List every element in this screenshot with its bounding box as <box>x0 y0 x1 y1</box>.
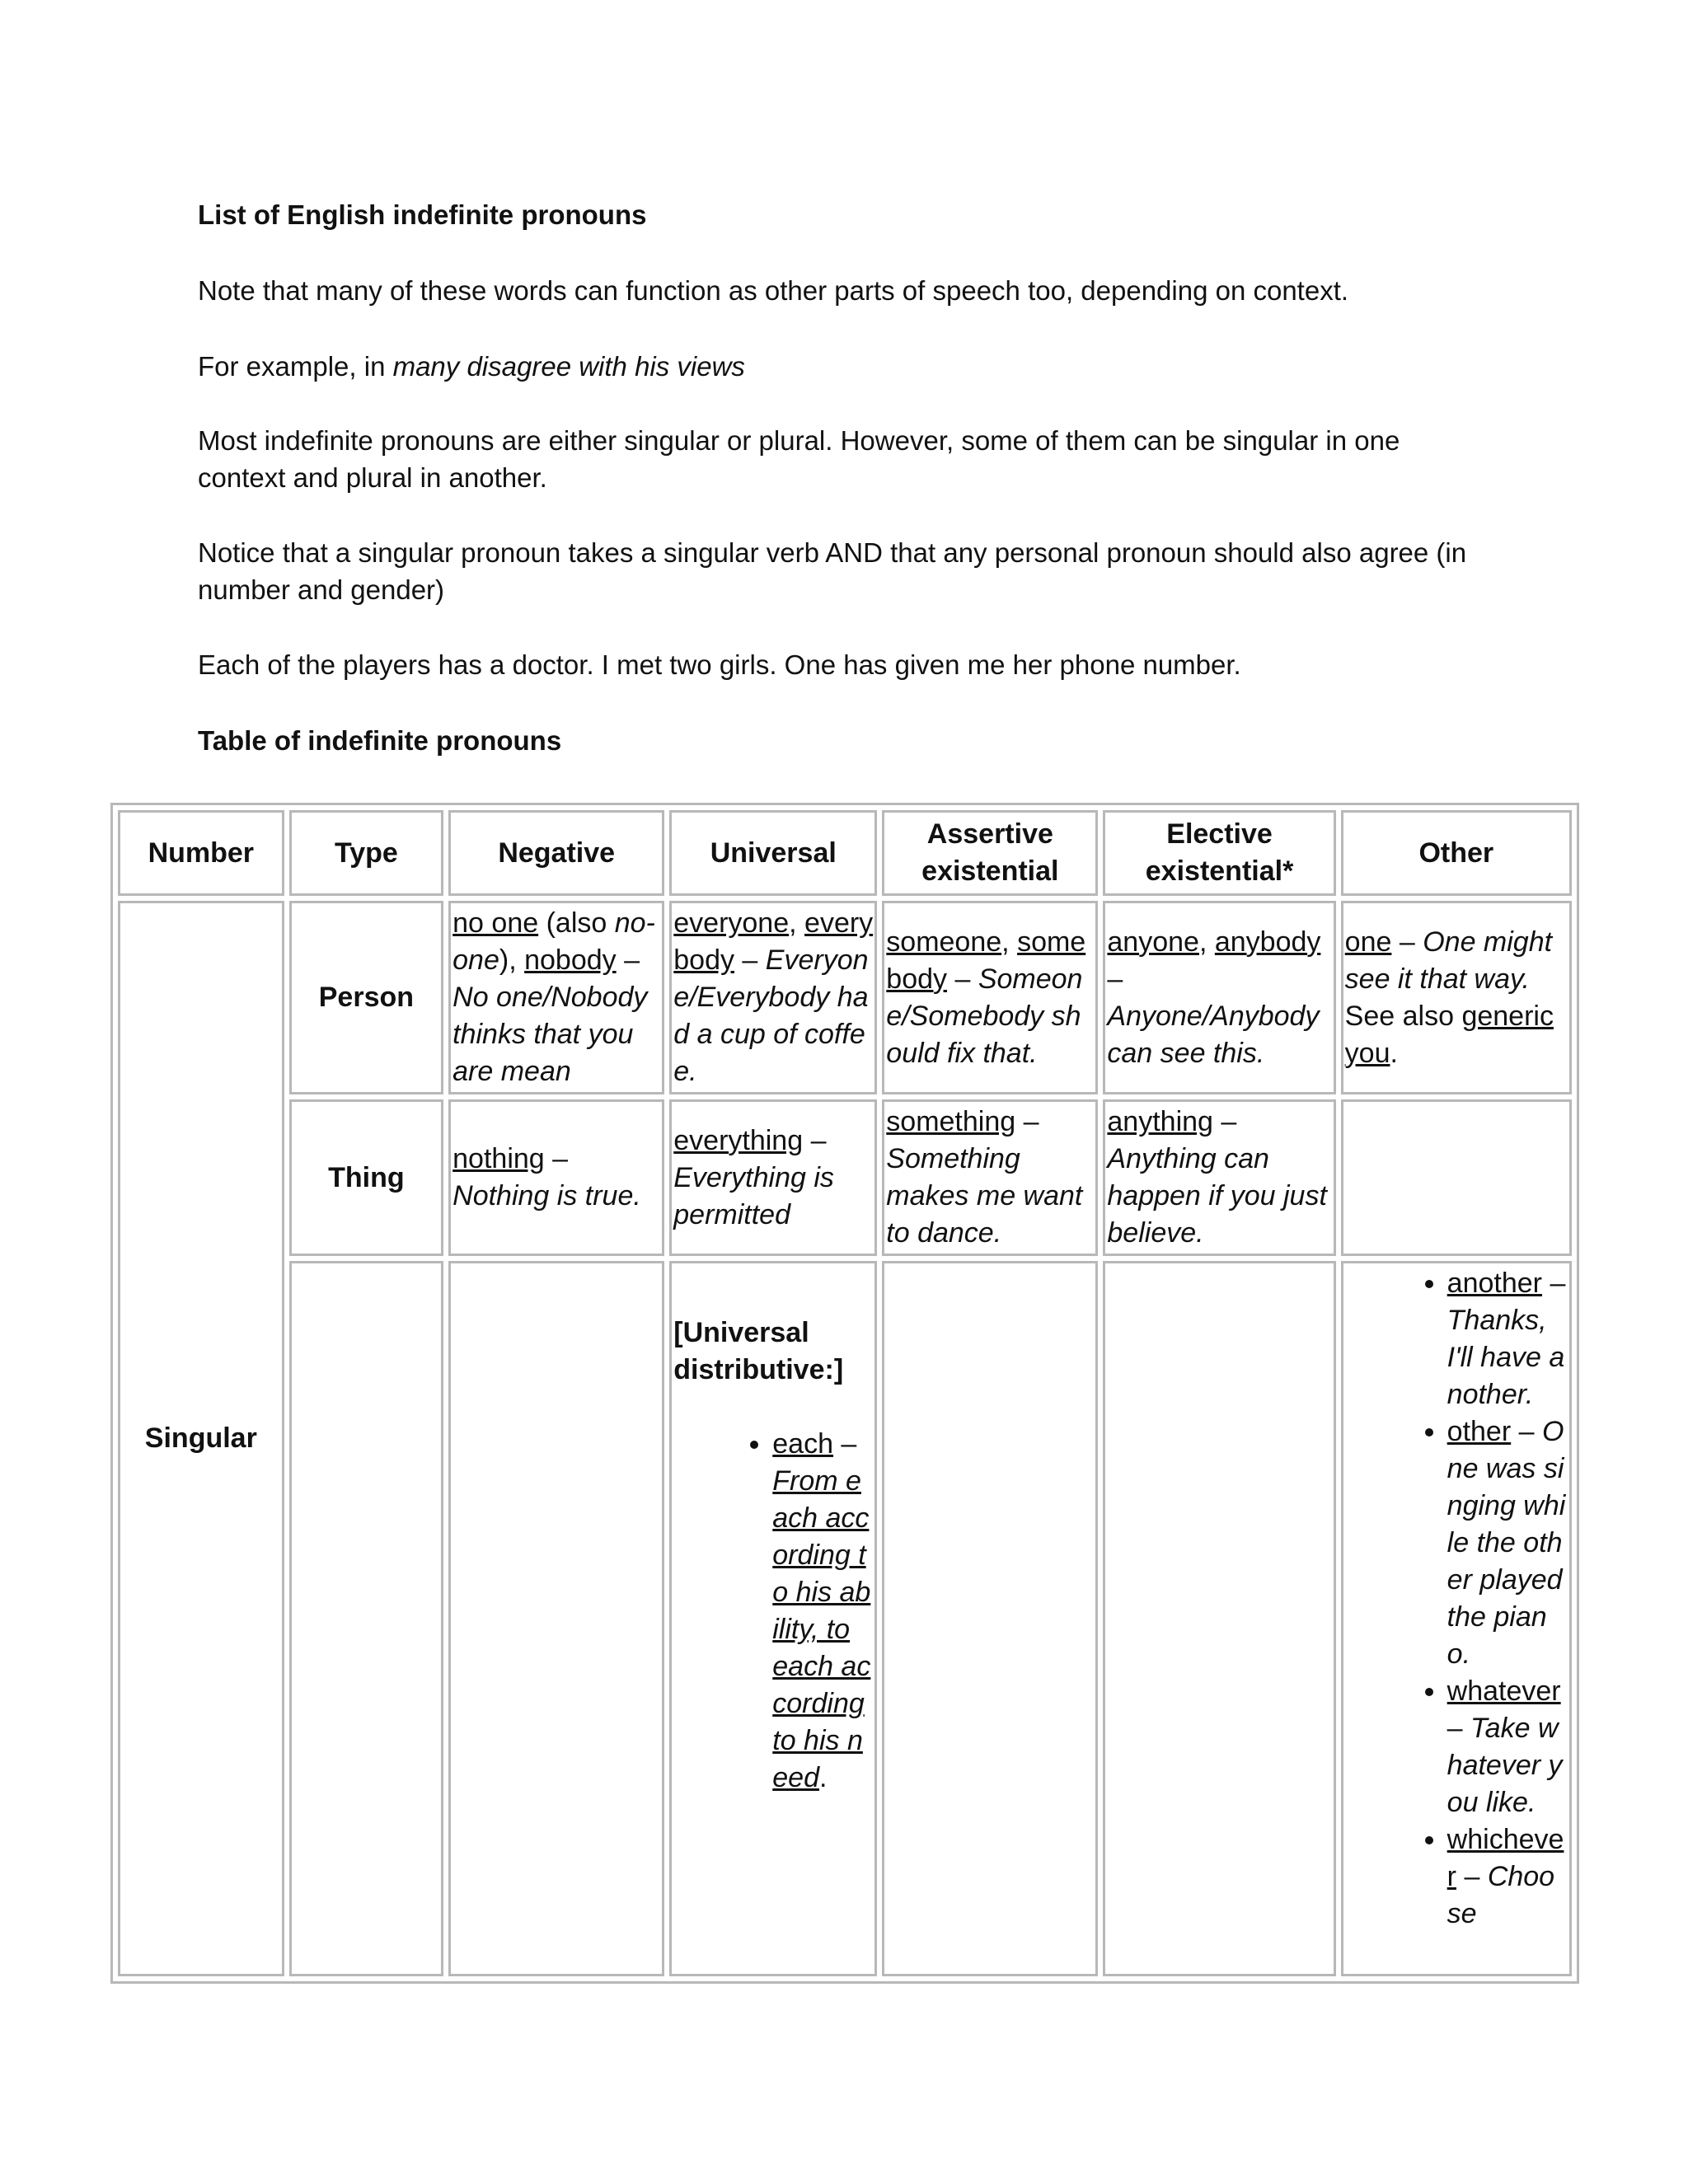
link-anybody[interactable]: anybody <box>1214 926 1321 958</box>
link-everybody[interactable]: everybody <box>673 907 874 976</box>
link-something[interactable]: something <box>886 1106 1016 1137</box>
header-number: Number <box>118 810 284 896</box>
text: – <box>1391 926 1423 958</box>
example-text: Choose <box>1447 1861 1555 1929</box>
text: – <box>1212 1106 1237 1137</box>
cell-thing-universal <box>669 1099 877 1256</box>
cell-thing-elective <box>1103 1099 1335 1256</box>
example-text: Anything can happen if you just believe. <box>1107 1143 1327 1249</box>
header-row <box>118 810 1572 896</box>
cell-number-singular: Singular <box>118 901 284 1976</box>
text: – <box>1511 1416 1542 1447</box>
cell-person-other <box>1341 901 1572 1094</box>
header-universal: Universal <box>669 810 877 896</box>
link-nothing[interactable]: nothing <box>452 1143 545 1174</box>
example-text: Thanks, I'll have another. <box>1447 1305 1565 1410</box>
example-text: Take whatever you like. <box>1447 1713 1563 1818</box>
link-another[interactable]: another <box>1447 1268 1542 1299</box>
document-title: List of English indefinite pronouns <box>198 199 647 230</box>
link-anything[interactable]: anything <box>1107 1106 1213 1137</box>
example-text: Everything is permitted <box>673 1161 834 1230</box>
example-text: Nothing is true. <box>452 1180 641 1212</box>
text: , <box>1001 926 1018 958</box>
cell-type-thing: Thing <box>289 1099 444 1256</box>
link-nobody[interactable]: nobody <box>524 944 617 976</box>
paragraph-number: Most indefinite pronouns are either singular or plural. However, some of them can be singular in one context and plural in another. <box>198 425 1400 493</box>
link-each[interactable]: each <box>772 1428 833 1460</box>
text: – <box>734 944 766 976</box>
header-assertive: Assertive existential <box>882 810 1098 896</box>
list-item <box>772 1426 873 1797</box>
text: ), <box>499 944 525 976</box>
list-item <box>1447 1673 1568 1821</box>
link-generic-you[interactable]: generic you <box>1344 1000 1554 1069</box>
example-text: Anyone/Anybody can see this. <box>1107 1000 1320 1069</box>
paragraph-note: Note that many of these words can function as other parts of speech too, depending on context. <box>198 275 1349 306</box>
list-item <box>1447 1265 1568 1413</box>
link-anyone[interactable]: anyone <box>1107 926 1199 958</box>
link-someone[interactable]: someone <box>886 926 1002 958</box>
cell-person-assertive <box>882 901 1098 1094</box>
cell-type-person: Person <box>289 901 444 1094</box>
other-list <box>1345 1265 1568 1933</box>
cell-thing-assertive <box>882 1099 1098 1256</box>
list-item <box>1447 1413 1568 1673</box>
example-italic: many disagree with his views <box>392 351 745 382</box>
link-whatever[interactable]: whatever <box>1447 1675 1561 1707</box>
link-no-one[interactable]: no one <box>452 907 539 939</box>
link-whichever[interactable]: whichever <box>1447 1824 1564 1892</box>
example-link-text[interactable]: From each according to his ability, to each according to his need <box>772 1465 871 1793</box>
text: – <box>832 1428 857 1460</box>
cell-other-list <box>1341 1261 1572 1976</box>
text: (also <box>538 907 615 939</box>
cell-person-elective <box>1103 901 1335 1094</box>
header-other: Other <box>1341 810 1572 896</box>
table-row-person <box>118 901 1572 1094</box>
text: – <box>544 1143 569 1174</box>
link-everything[interactable]: everything <box>673 1124 804 1156</box>
example-text: Someone/Somebody should fix that. <box>886 963 1083 1069</box>
cell-empty-assertive <box>882 1261 1098 1976</box>
text: – <box>1015 1106 1039 1137</box>
example-text: One was singing while the other played the piano. <box>1447 1416 1566 1670</box>
paragraph-agreement: Notice that a singular pronoun takes a singular verb AND that any personal pronoun should also agree (in number and gender) <box>198 537 1467 605</box>
pronoun-table <box>110 803 1579 1984</box>
cell-empty-type <box>289 1261 444 1976</box>
cell-empty-negative <box>448 1261 664 1976</box>
link-one[interactable]: one <box>1344 926 1392 958</box>
list-item <box>1447 1821 1568 1933</box>
distributive-heading: [Universal distributive:] <box>673 1317 844 1385</box>
link-everyone[interactable]: everyone <box>673 907 790 939</box>
text: – <box>803 1124 827 1156</box>
header-negative: Negative <box>448 810 664 896</box>
text-italic: no-one <box>452 907 655 976</box>
text: – <box>1107 963 1123 995</box>
example-text: Something makes me want to dance. <box>886 1143 1083 1249</box>
paragraph-sample: Each of the players has a doctor. I met two girls. One has given me her phone number. <box>198 649 1241 680</box>
text: , <box>1198 926 1215 958</box>
cell-person-universal <box>669 901 877 1094</box>
cell-thing-negative <box>448 1099 664 1256</box>
table-title: Table of indefinite pronouns <box>198 725 562 756</box>
text: – <box>947 963 978 995</box>
header-type: Type <box>289 810 444 896</box>
table-row-thing <box>118 1099 1572 1256</box>
text: – <box>1447 1713 1471 1744</box>
cell-thing-other <box>1341 1099 1572 1256</box>
example-text: One might see it that way. <box>1344 926 1553 995</box>
distributive-list <box>673 1426 873 1797</box>
example-prefix: For example, in <box>198 351 393 382</box>
text: – <box>616 944 640 976</box>
text: – <box>1456 1861 1488 1892</box>
text: See also <box>1344 1000 1462 1032</box>
link-somebody[interactable]: somebody <box>886 926 1086 995</box>
cell-universal-distributive <box>669 1261 877 1976</box>
link-other[interactable]: other <box>1447 1416 1512 1447</box>
example-text: No one/Nobody thinks that you are mean <box>452 982 648 1087</box>
text: . <box>818 1762 828 1793</box>
text: . <box>1390 1037 1398 1069</box>
table-row-distributive <box>118 1261 1572 1976</box>
example-text: Everyone/Everybody had a cup of coffee. <box>673 944 869 1087</box>
paragraph-example <box>198 348 745 385</box>
text: , <box>789 907 805 939</box>
header-elective: Elective existential* <box>1103 810 1335 896</box>
cell-person-negative <box>448 901 664 1094</box>
cell-empty-elective <box>1103 1261 1335 1976</box>
text: – <box>1542 1268 1566 1299</box>
